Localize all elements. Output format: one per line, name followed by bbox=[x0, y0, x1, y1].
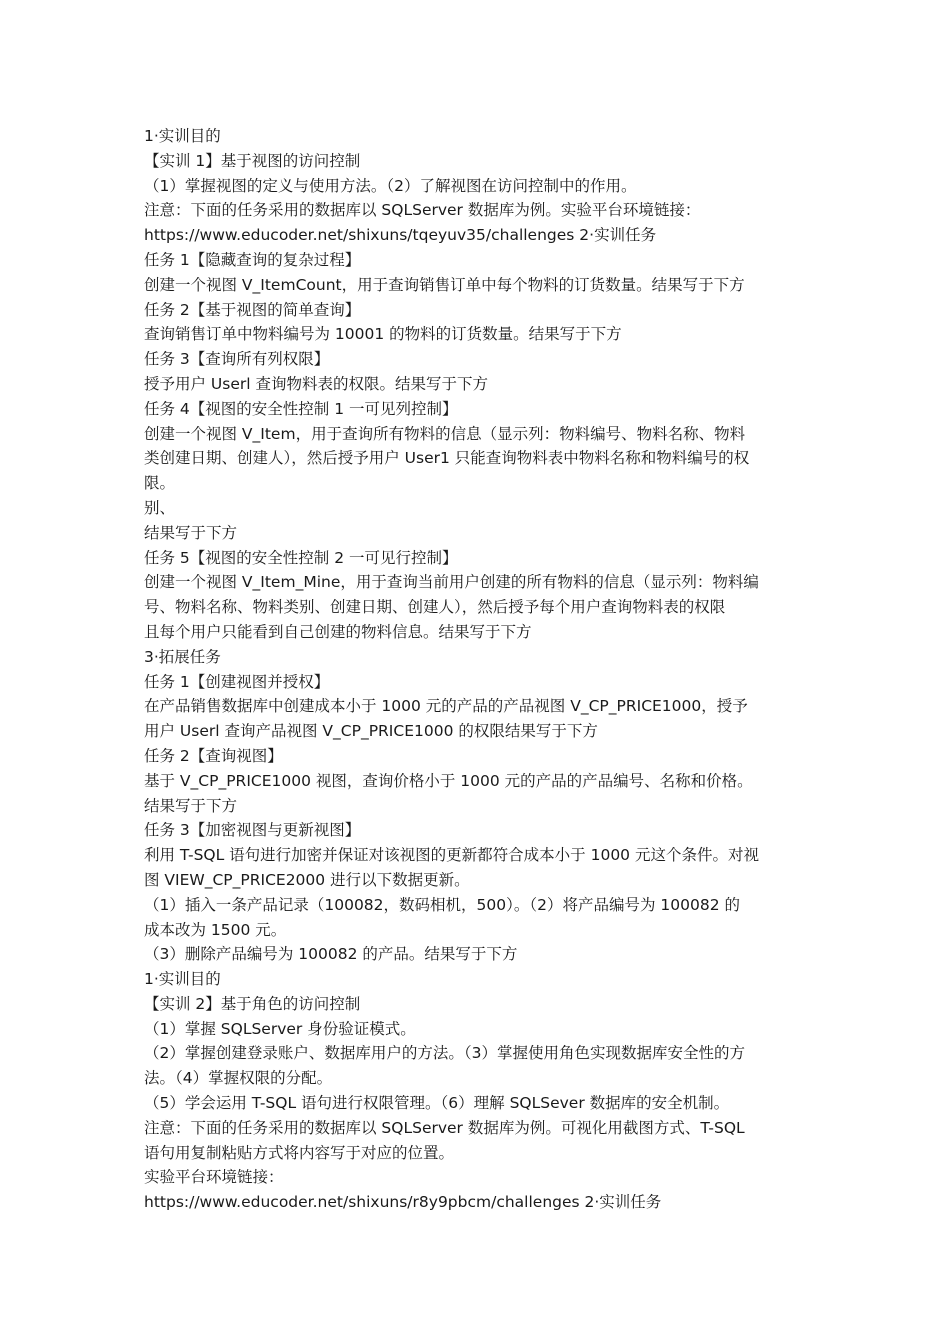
document-text-line: 别、 bbox=[144, 498, 176, 517]
document-text-line: 在产品销售数据库中创建成本小于 1000 元的产品的产品视图 V_CP_PRICE1000，授予 bbox=[144, 697, 748, 716]
document-text-line: 限。 bbox=[144, 474, 176, 493]
document-text-line: 授予用户 Userl 查询物料表的权限。结果写于下方 bbox=[144, 374, 488, 393]
document-text-line: 1·实训目的 bbox=[144, 127, 221, 145]
document-text-line: 任务 1【创建视图并授权】 bbox=[144, 672, 330, 691]
document-text-line: 且每个用户只能看到自己创建的物料信息。结果写于下方 bbox=[144, 622, 532, 641]
document-text-line: 1·实训目的 bbox=[144, 970, 221, 989]
document-text-line: 查询销售订单中物料编号为 10001 的物料的订货数量。结果写于下方 bbox=[144, 325, 622, 344]
document-text-line: （1）掌握 SQLServer 身份验证模式。 bbox=[144, 1019, 416, 1038]
document-text-line: 利用 T-SQL 语句进行加密并保证对该视图的更新都符合成本小于 1000 元这个条件。对视 bbox=[144, 846, 759, 865]
document-text-line: （5）学会运用 T-SQL 语句进行权限管理。（6）理解 SQLSever 数据库的安全机制。 bbox=[144, 1094, 730, 1113]
document-text-line: 语句用复制粘贴方式将内容写于对应的位置。 bbox=[144, 1143, 455, 1162]
document-text-line: （3）删除产品编号为 100082 的产品。结果写于下方 bbox=[144, 945, 518, 964]
document-page bbox=[144, 124, 814, 1215]
document-text-line: 任务 2【查询视图】 bbox=[144, 746, 283, 765]
document-text-line: 成本改为 1500 元。 bbox=[144, 920, 287, 939]
document-text-line: 图 VIEW_CP_PRICE2000 进行以下数据更新。 bbox=[144, 870, 470, 889]
document-text-line: 结果写于下方 bbox=[144, 523, 238, 542]
document-text-line: 创建一个视图 V_Item_Mine，用于查询当前用户创建的所有物料的信息（显示列：物料编 bbox=[144, 573, 759, 592]
document-text-line: 结果写于下方 bbox=[144, 796, 238, 815]
document-text-line: 注意：下面的任务采用的数据库以 SQLServer 数据库为例。可视化用截图方式、T-SQL bbox=[144, 1118, 745, 1137]
document-text-line: （1）插入一条产品记录（100082，数码相机，500）。（2）将产品编号为 100082 的 bbox=[144, 895, 741, 914]
document-text-line: 创建一个视图 V_Item，用于查询所有物料的信息（显示列：物料编号、物料名称、物料 bbox=[144, 424, 746, 443]
document-text-line: 3·拓展任务 bbox=[144, 647, 221, 666]
document-text-line: 类创建日期、创建人），然后授予用户 User1 只能查询物料表中物料名称和物料编号的权 bbox=[144, 449, 750, 468]
document-text-line: 注意：下面的任务采用的数据库以 SQLServer 数据库为例。实验平台环境链接： bbox=[144, 201, 701, 220]
document-text-line: 用户 Userl 查询产品视图 V_CP_PRICE1000 的权限结果写于下方 bbox=[144, 722, 598, 741]
document-text-line: 实验平台环境链接： bbox=[144, 1168, 284, 1187]
document-text-line: 基于 V_CP_PRICE1000 视图，查询价格小于 1000 元的产品的产品编号、名称和价格。 bbox=[144, 771, 753, 790]
document-text-line: 任务 5【视图的安全性控制 2 一可见行控制】 bbox=[144, 548, 458, 567]
document-text-line: 任务 2【基于视图的简单查询】 bbox=[144, 300, 361, 319]
document-text-line: 【实训 2】基于角色的访问控制 bbox=[144, 994, 361, 1013]
document-text-line: 号、物料名称、物料类别、创建日期、创建人），然后授予每个用户查询物料表的权限 bbox=[144, 598, 726, 617]
document-text-line: 任务 4【视图的安全性控制 1 一可见列控制】 bbox=[144, 399, 458, 418]
document-text-line: https://www.educoder.net/shixuns/tqeyuv35/challenges 2·实训任务 bbox=[144, 226, 657, 245]
document-text-line: （1）掌握视图的定义与使用方法。（2）了解视图在访问控制中的作用。 bbox=[144, 176, 637, 195]
document-text-line: 法。（4）掌握权限的分配。 bbox=[144, 1069, 333, 1088]
document-text-line: https://www.educoder.net/shixuns/r8y9pbcm/challenges 2·实训任务 bbox=[144, 1193, 662, 1212]
document-text-line: 【实训 1】基于视图的访问控制 bbox=[144, 151, 361, 170]
document-text-line: 任务 3【查询所有列权限】 bbox=[144, 350, 330, 369]
document-text-line: 创建一个视图 V_ItemCount，用于查询销售订单中每个物料的订货数量。结果写于下方 bbox=[144, 275, 745, 294]
document-text-line: 任务 1【隐藏查询的复杂过程】 bbox=[144, 250, 361, 269]
document-text-line: 任务 3【加密视图与更新视图】 bbox=[144, 821, 361, 840]
document-text-line: （2）掌握创建登录账户、数据库用户的方法。（3）掌握使用角色实现数据库安全性的方 bbox=[144, 1044, 745, 1063]
